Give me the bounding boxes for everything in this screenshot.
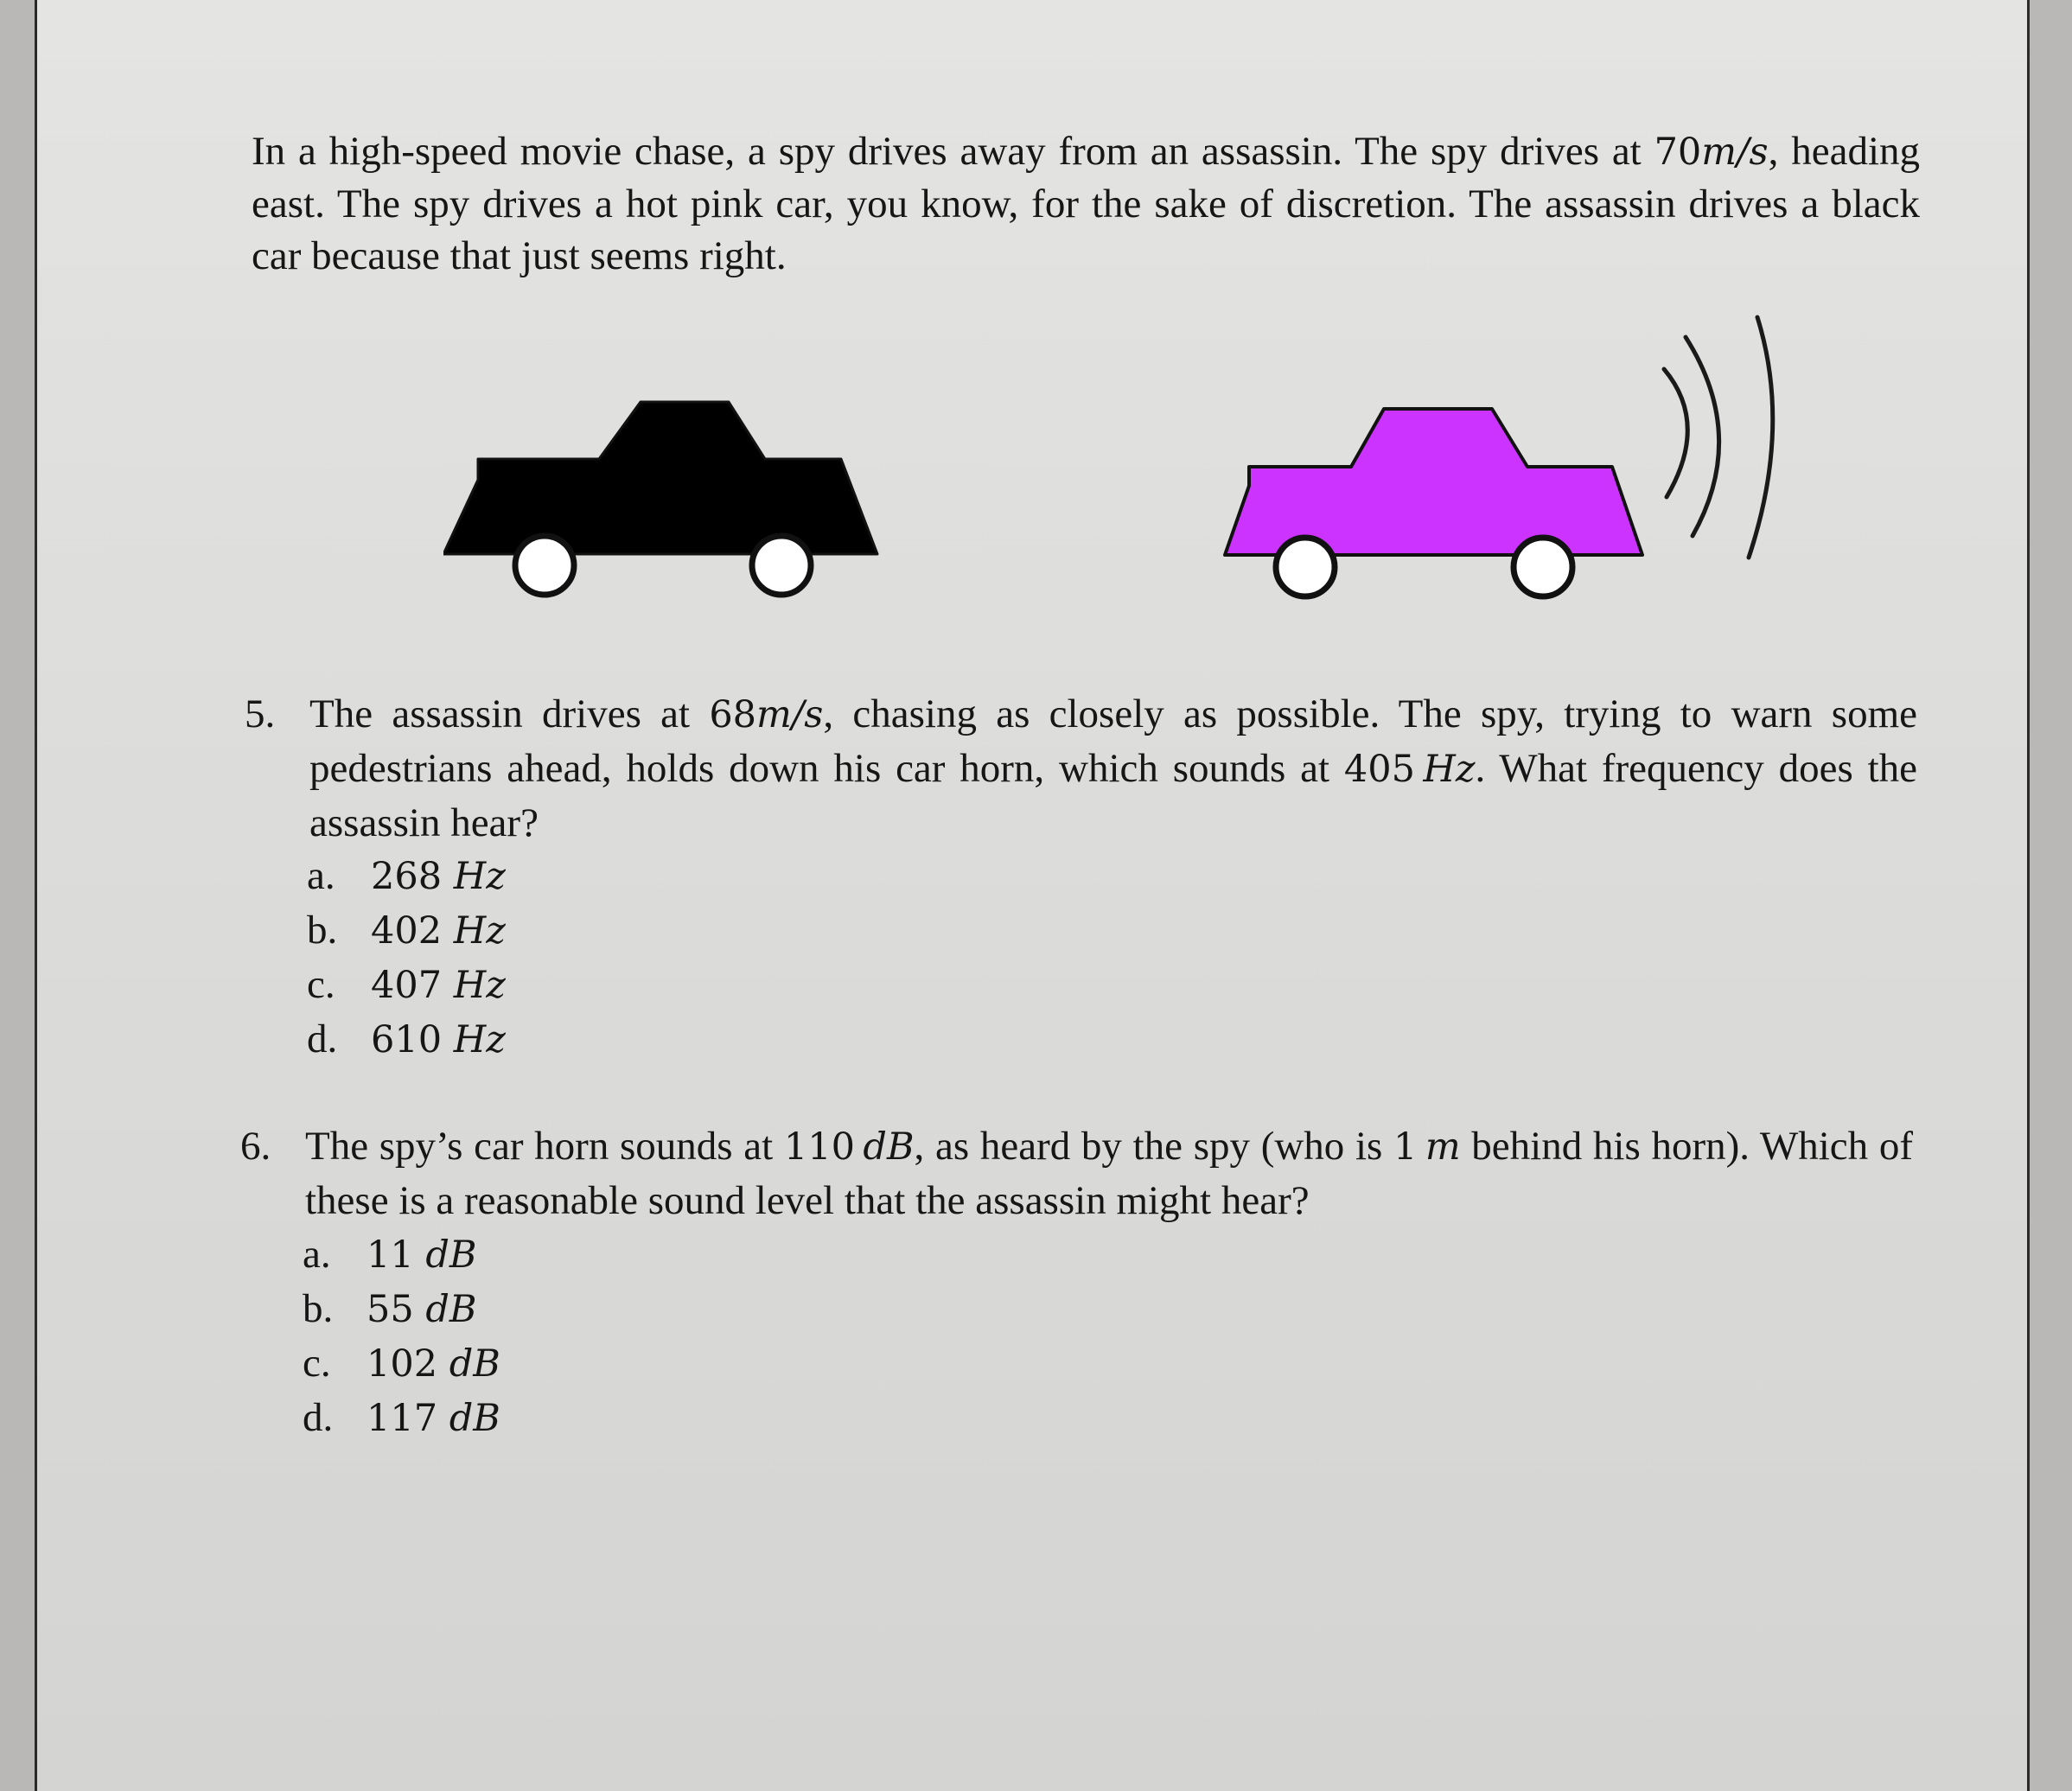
worksheet-page — [35, 0, 2030, 1791]
option-unit: dB — [425, 1288, 477, 1331]
option-unit: Hz — [453, 964, 506, 1007]
question-text-part: behind his horn). Which of these is a reasonable sound level that the assassin might hear? — [305, 1124, 1913, 1223]
horn-level-value: 110 — [783, 1125, 855, 1169]
answer-option-d[interactable] — [303, 1391, 500, 1445]
sound-wave-icon — [1749, 317, 1773, 558]
answer-option-b[interactable] — [307, 903, 506, 958]
option-value: 610 — [371, 1018, 454, 1061]
assassin-speed-unit: m/s — [756, 693, 824, 736]
distance-value: 1 — [1393, 1125, 1418, 1169]
question-number: 6. — [240, 1124, 271, 1169]
option-value: 268 — [371, 855, 454, 898]
answer-option-c[interactable] — [307, 958, 506, 1012]
option-letter: b. — [307, 908, 338, 953]
assassin-car-body — [443, 402, 877, 554]
spy-car — [1225, 409, 1642, 596]
question-text-part: . What frequency does the assassin hear? — [309, 746, 1917, 845]
option-letter: b. — [303, 1286, 334, 1331]
intro-text-continued: , heading east. The spy drives a hot pink car, you know, for the sake of discretion. The assassin drives a black car because that just seems right. — [252, 129, 1921, 278]
question-text-part: The spy’s car horn sounds at — [305, 1124, 784, 1169]
question-text-part: The assassin drives at — [309, 692, 710, 736]
spy-car-front-wheel — [1514, 538, 1572, 596]
horn-sound-waves — [1664, 317, 1773, 558]
option-unit: Hz — [453, 909, 506, 953]
spy-car-body — [1225, 409, 1642, 555]
horn-frequency-unit: Hz — [1423, 748, 1476, 791]
option-unit: dB — [449, 1397, 500, 1440]
option-value: 11 — [367, 1233, 426, 1277]
spy-speed-unit: m/s — [1701, 131, 1769, 174]
answer-option-a[interactable] — [303, 1227, 500, 1282]
answer-options — [307, 849, 506, 1067]
option-letter: c. — [307, 962, 335, 1007]
answer-option-c[interactable] — [303, 1336, 500, 1391]
option-unit: dB — [425, 1233, 477, 1277]
car-chase-illustration — [443, 307, 1801, 618]
assassin-car-rear-wheel — [515, 536, 574, 595]
option-letter: a. — [303, 1232, 331, 1277]
option-value: 55 — [367, 1288, 426, 1331]
answer-option-a[interactable] — [307, 849, 506, 903]
answer-option-d[interactable] — [307, 1012, 506, 1067]
option-value: 407 — [371, 964, 454, 1007]
answer-options — [303, 1227, 500, 1445]
option-value: 402 — [371, 909, 454, 953]
option-unit: Hz — [453, 855, 506, 898]
spy-car-rear-wheel — [1276, 538, 1335, 596]
spy-speed-value: 70 — [1654, 131, 1702, 174]
horn-level-unit: dB — [863, 1125, 915, 1169]
question-text-part: , chasing as closely as possible. The spy, trying to warn some pedestrians ahead, holds down his car horn, which sounds at — [309, 692, 1917, 791]
question-text — [305, 1119, 1913, 1227]
option-letter: d. — [303, 1395, 334, 1440]
question-text — [309, 687, 1917, 850]
intro-paragraph — [252, 125, 1920, 282]
question-text-part: , as heard by the spy (who is — [914, 1124, 1394, 1169]
answer-option-b[interactable] — [303, 1282, 500, 1336]
sound-wave-icon — [1664, 369, 1687, 497]
assassin-car-front-wheel — [752, 536, 811, 595]
option-unit: Hz — [453, 1018, 506, 1061]
option-unit: dB — [449, 1342, 500, 1386]
option-letter: d. — [307, 1017, 338, 1061]
sound-wave-icon — [1686, 337, 1719, 536]
option-value: 102 — [367, 1342, 449, 1386]
assassin-speed-value: 68 — [709, 693, 757, 736]
option-value: 117 — [367, 1397, 449, 1440]
horn-frequency-value: 405 — [1343, 748, 1415, 791]
assassin-car — [443, 402, 877, 595]
question-number: 5. — [245, 692, 276, 736]
option-letter: a. — [307, 853, 335, 898]
intro-text: In a high-speed movie chase, a spy drives away from an assassin. The spy drives at — [252, 129, 1654, 174]
distance-unit: m — [1425, 1125, 1461, 1169]
option-letter: c. — [303, 1341, 331, 1386]
